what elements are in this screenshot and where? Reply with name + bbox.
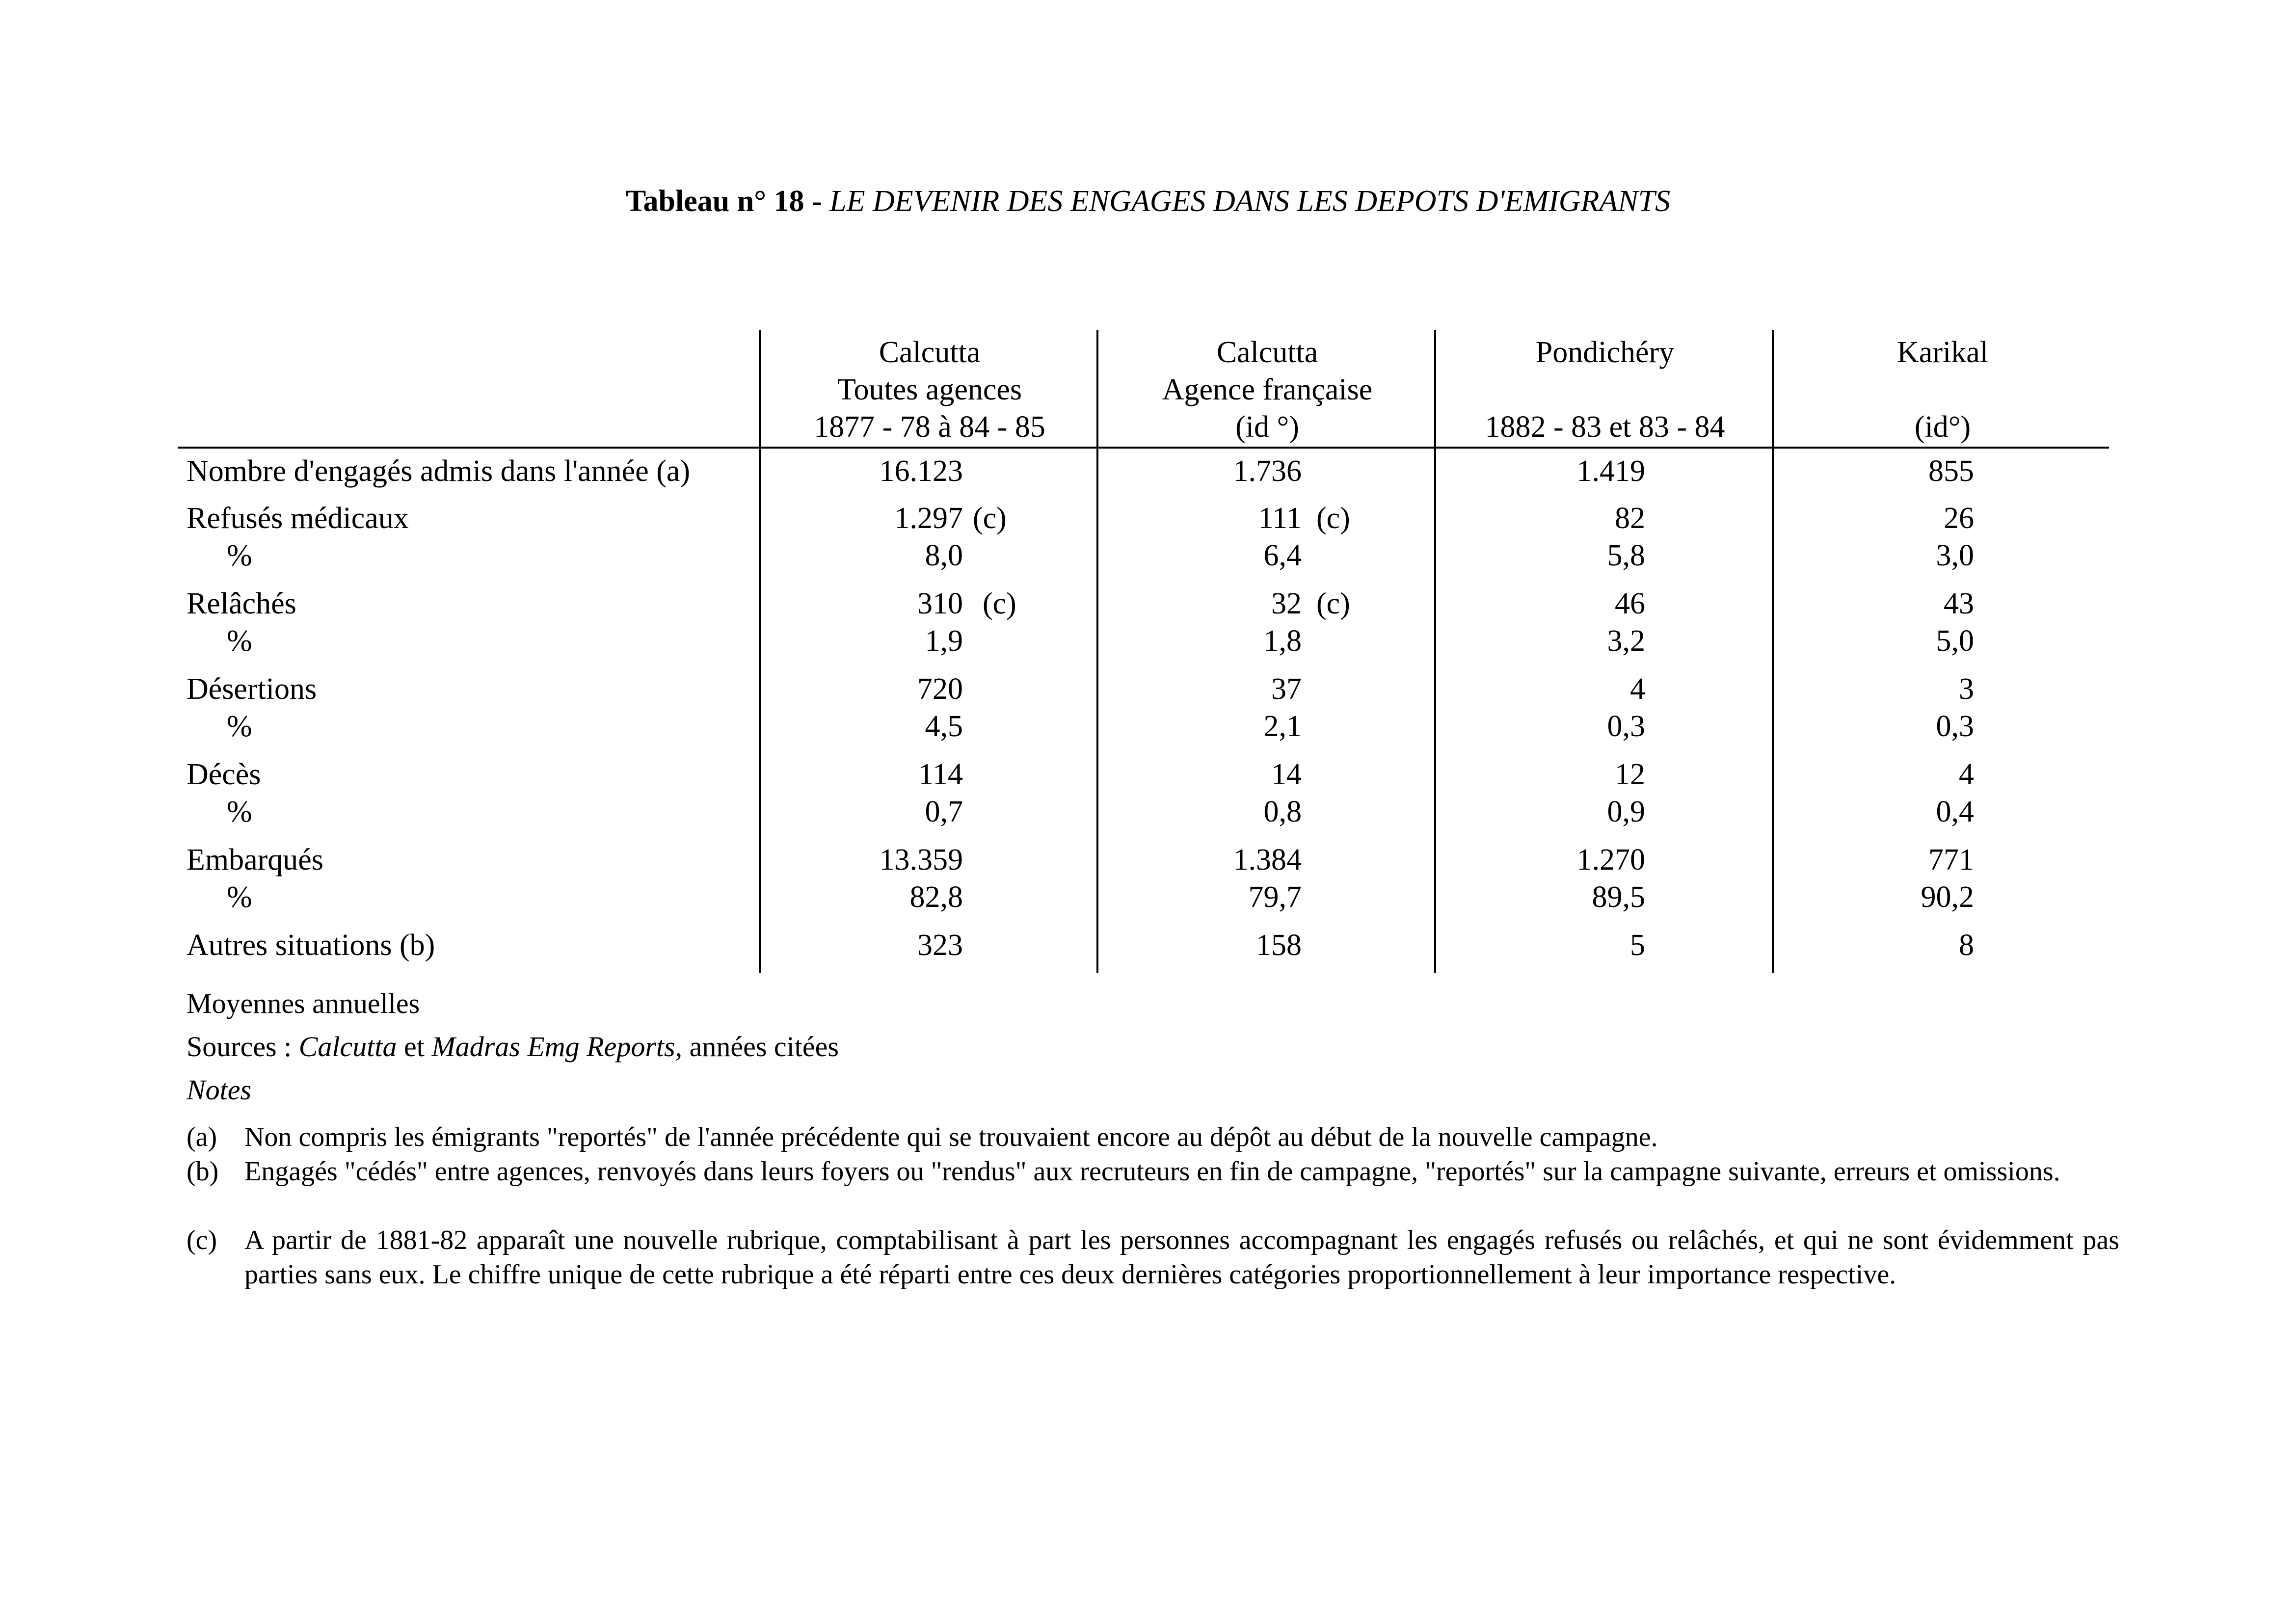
table-cell: 79,7 [1248,880,1302,914]
row-label: Nombre d'engagés admis dans l'année (a) [187,454,691,488]
table-cell: 0,3 [1936,710,1974,743]
table-cell: 1,9 [925,624,963,658]
table-cell: 14 [1271,758,1302,791]
row-label: Décès [187,758,261,791]
column-header-calcutta-all: Calcutta Toutes agences 1877 - 78 à 84 - 85 [814,336,1045,444]
table-cell: 4,5 [925,710,963,743]
row-label-percent: % [227,880,252,914]
table-cell: 323 [917,929,963,962]
table-cell: 0,9 [1607,795,1645,828]
sources-line: Sources : Calcutta et Madras Emg Reports, années citées [187,1031,839,1063]
cell-note-marker: (c) [983,587,1016,620]
row-label: Embarqués [187,843,323,877]
table-cell: 13.359 [879,843,963,877]
table-cell: 3 [1959,672,1974,706]
cell-note-marker: (c) [1316,587,1350,620]
row-label-percent: % [227,539,252,572]
table-cell: 1,8 [1263,624,1302,658]
table-cell: 82 [1615,502,1645,535]
table-cell: 2,1 [1263,710,1302,743]
table-cell: 3,0 [1936,539,1974,572]
row-label-percent: % [227,710,252,743]
table-caption: LE DEVENIR DES ENGAGES DANS LES DEPOTS D'EMIGRANTS [829,185,1671,218]
table-cell: 3,2 [1607,624,1645,658]
table-cell: 1.419 [1576,454,1645,488]
cell-note-marker: (c) [973,502,1007,535]
table-cell: 26 [1944,502,1974,535]
table-cell: 5,8 [1607,539,1645,572]
table-cell: 771 [1928,843,1974,877]
table-cell: 1.270 [1576,843,1645,877]
row-label: Relâchés [187,587,296,620]
table-cell: 37 [1271,672,1302,706]
table-cell: 0,3 [1607,710,1645,743]
table-cell: 855 [1928,454,1974,488]
table-cell: 89,5 [1592,880,1645,914]
table-cell: 46 [1615,587,1645,620]
table-number: Tableau n° 18 - [625,185,822,218]
table-cell: 90,2 [1921,880,1974,914]
row-label-percent: % [227,624,252,658]
averages-note: Moyennes annuelles [187,987,420,1019]
table-cell: 0,4 [1936,795,1974,828]
table-cell: 12 [1615,758,1645,791]
row-label-percent: % [227,795,252,828]
table-cell: 1.736 [1233,454,1302,488]
row-label: Refusés médicaux [187,502,409,535]
table-cell: 0,7 [925,795,963,828]
table-cell: 1.384 [1233,843,1302,877]
data-table [178,330,2109,973]
table-cell: 1.297 [894,502,963,535]
column-header-pondichery: Pondichéry 1882 - 83 et 83 - 84 [1485,336,1725,444]
table-cell: 5,0 [1936,624,1974,658]
header-rule [178,447,2109,449]
column-header-karikal: Karikal (id°) [1897,336,1988,444]
table-cell: 82,8 [909,880,963,914]
table-cell: 4 [1959,758,1974,791]
table-cell: 0,8 [1263,795,1302,828]
table-cell: 111 [1258,502,1302,535]
table-cell: 720 [917,672,963,706]
table-cell: 158 [1256,929,1302,962]
table-cell: 43 [1944,587,1974,620]
cell-note-marker: (c) [1316,502,1350,535]
table-cell: 114 [918,758,963,791]
notes-heading: Notes [187,1074,252,1106]
table-cell: 4 [1630,672,1645,706]
table-cell: 310 [917,587,963,620]
table-cell: 32 [1271,587,1302,620]
row-label: Désertions [187,672,317,706]
table-cell: 5 [1630,929,1645,962]
table-cell: 16.123 [879,454,963,488]
row-label: Autres situations (b) [187,929,435,962]
table-cell: 6,4 [1263,539,1302,572]
table-cell: 8,0 [925,539,963,572]
table-title [0,185,2296,218]
table-cell: 8 [1959,929,1974,962]
column-header-calcutta-french: Calcutta Agence française (id °) [1162,336,1373,444]
